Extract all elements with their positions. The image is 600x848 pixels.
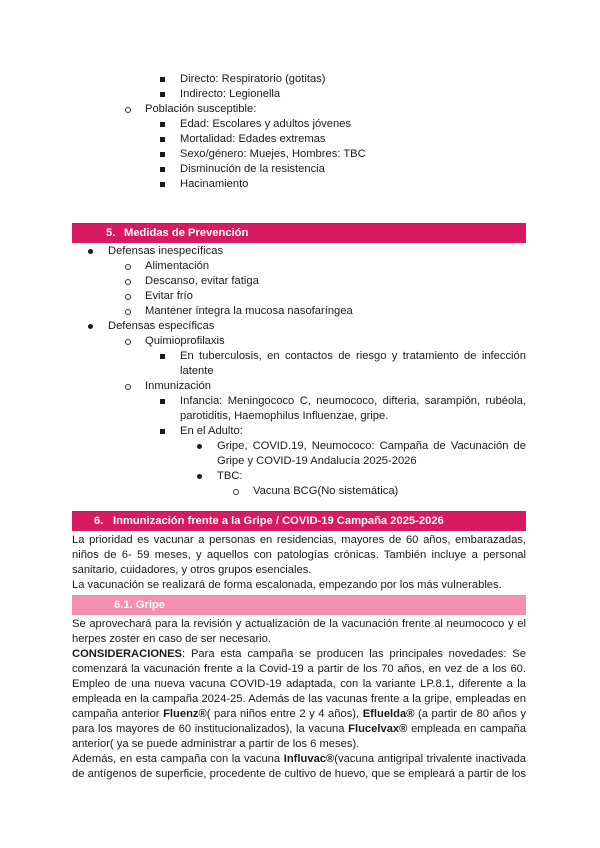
section-6-paragraph-line-3: sanitario, cuidadores, y otros grupos esenciales. [72, 564, 312, 576]
consideraciones-label: CONSIDERACIONES [72, 648, 183, 660]
section-6-paragraph-2: La vacunación se realizará de forma escalonada, empezando por los más vulnerables. [72, 579, 502, 591]
section-6-1-line-7: campaña anterior Fluenz®( para niños entre 2 y 4 años), Efluelda® (a partir de 80 años y [72, 708, 526, 720]
section-6-1-line-4: comenzará la vacunación frente a la Covid-19 a partir de los 70 años, en vez de a los 60. [72, 663, 526, 675]
fluenz-name: Fluenz® [163, 708, 207, 720]
section-6-1-line-3: CONSIDERACIONES: Para esta campaña se producen las principales novedades: Se [72, 648, 526, 660]
list-item-infancia: Infancia: Meningococo C, neumococo, difteria, sarampión, rubéola, [180, 395, 526, 407]
section-6-1-line-2: herpes zoster en caso de ser necesario. [72, 633, 271, 645]
section-5-title: Medidas de Prevención [124, 227, 249, 239]
list-item-frio: Evitar frío [145, 290, 193, 302]
list-item-edad: Edad: Escolares y adultos jóvenes [180, 118, 352, 130]
flucelvax-name: Flucelvax® [348, 723, 408, 735]
section-6-paragraph-line-1: La prioridad es vacunar a personas en residencias, mayores de 60 años, embarazadas, [72, 534, 526, 546]
list-item-inespecificas: Defensas inespecíficas [108, 245, 224, 257]
section-6-1-heading [72, 595, 526, 615]
list-item-especificas: Defensas específicas [108, 320, 215, 332]
section-6-paragraph-line-2: niños de 6- 59 meses, y aquellos con patologías crónicas. También incluye a personal [72, 549, 526, 561]
list-item-quimio: Quimioprofilaxis [145, 335, 225, 347]
section-6-1-line-6: empleada en la campaña 2024-25. Además de las vacunas frente a la gripe, empleadas en [72, 693, 526, 705]
list-item-tbc: TBC: [217, 470, 243, 482]
influvac-name: Influvac® [283, 753, 335, 765]
list-item-infancia-cont: parotiditis, Haemophilus Influenzae, gripe. [180, 410, 389, 422]
section-6-1-line-1: Se aprovechará para la revisión y actualización de la vacunación frente al neumococo y el [72, 618, 526, 630]
list-item-directo: Directo: Respiratorio (gotitas) [180, 73, 326, 85]
section-6-1-line-10: Además, en esta campaña con la vacuna Influvac®(vacuna antigripal trivalente inactivada [72, 753, 527, 765]
list-item-mortalidad: Mortalidad: Edades extremas [180, 133, 326, 145]
list-item-tuberculosis: En tuberculosis, en contactos de riesgo y tratamiento de infección [180, 350, 526, 362]
list-item-mucosa: Mantener íntegra la mucosa nasofaríngea [145, 305, 353, 317]
list-item-gripe: Gripe, COVID.19, Neumococo: Campaña de Vacunación de [217, 440, 526, 452]
section-6-title: Inmunización frente a la Gripe / COVID-19 Campaña 2025-2026 [113, 515, 444, 527]
list-item-tuberculosis-cont: latente [180, 365, 214, 377]
section-5-number: 5. [106, 227, 116, 239]
section-6-1-line-9: anterior( ya se puede administrar a partir de los 6 meses). [72, 738, 360, 750]
section-6-1-line-8: para los mayores de 60 institucionalizados), la vacuna Flucelvax® empleada en campaña [72, 723, 526, 735]
list-item-gripe-cont: Gripe y COVID-19 Andalucía 2025-2026 [217, 455, 417, 467]
section-5-heading [72, 223, 526, 243]
list-item-alimentacion: Alimentación [145, 260, 210, 272]
section-6-heading [72, 511, 526, 531]
list-item-sexo: Sexo/género: Muejes, Hombres: TBC [180, 148, 366, 160]
efluelda-name: Efluelda® [362, 708, 415, 720]
list-item-descanso: Descanso, evitar fatiga [145, 275, 259, 287]
list-item-bcg: Vacuna BCG(No sistemática) [253, 485, 399, 497]
list-item-inmunizacion: Inmunización [145, 380, 211, 392]
list-item-adulto: En el Adulto: [180, 425, 243, 437]
list-item-poblacion: Población susceptible: [145, 103, 257, 115]
section-6-number: 6. [94, 515, 104, 527]
list-item-hacinamiento: Hacinamiento [180, 178, 249, 190]
section-6-1-line-5: Empleo de una nueva vacuna COVID-19 adaptada, con la variante LP.8.1, diferente a la [72, 678, 526, 690]
list-item-disminucion: Disminución de la resistencia [180, 163, 325, 175]
list-item-indirecto: Indirecto: Legionella [180, 88, 281, 100]
section-6-1-line-11: de antígenos de superficie, procedente de cultivo de huevo, que se empleará a partir de los [72, 768, 526, 780]
section-6-1-title: 6.1. Gripe [114, 599, 165, 611]
